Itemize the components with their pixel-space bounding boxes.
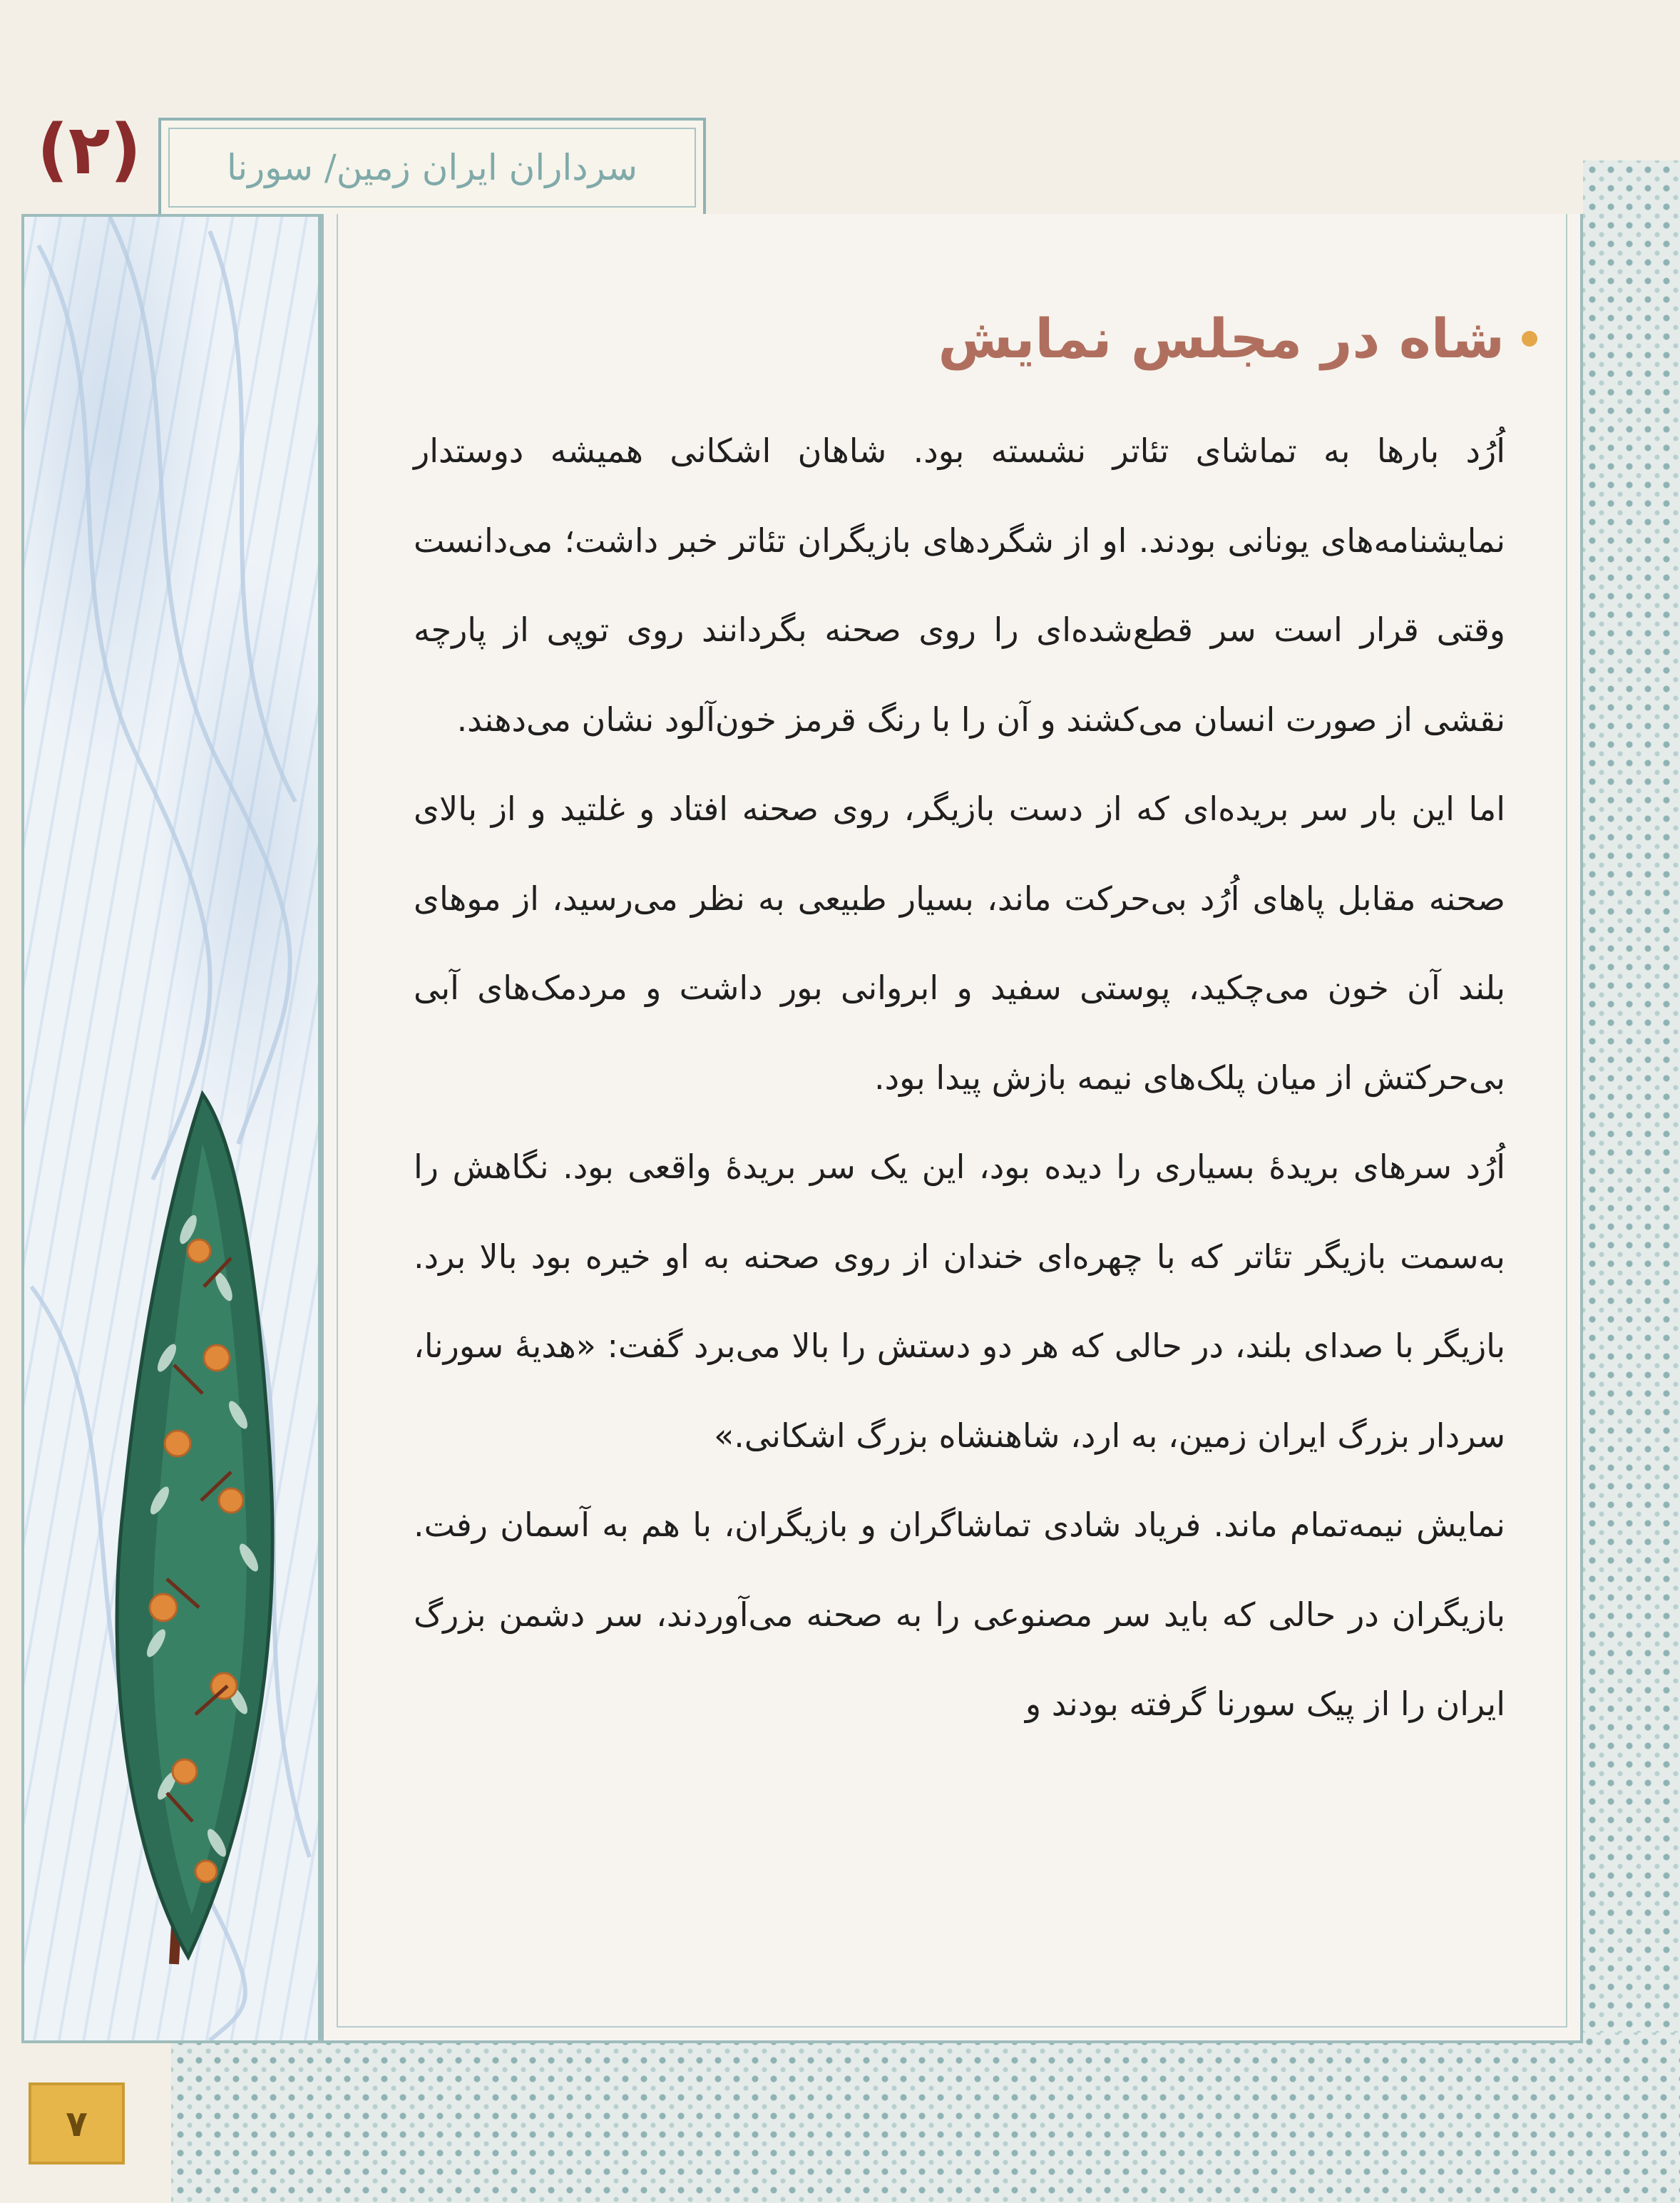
section-title: شاه در مجلس نمایش: [938, 307, 1505, 370]
section-heading: [938, 307, 1537, 370]
bullet-icon: [1522, 331, 1537, 347]
right-lattice-border: [1583, 160, 1680, 2079]
illustration-panel: [21, 214, 321, 2043]
paragraph: نمایش نیمه‌تمام ماند. فریاد شادی تماشاگران و بازیگران، با هم به آسمان رفت. بازیگران در حالی که باید سر مصنوعی را به صحنه می‌آوردند، سر دشمن بزرگ ایران را از پیک سورنا گرفته بودند و: [414, 1506, 1505, 1723]
cypress-tree-illustration: [24, 217, 318, 2040]
paragraph: اما این بار سر بریده‌ای که از دست بازیگر، روی صحنه افتاد و غلتید و از بالای صحنه مقابل پاهای اُرُد بی‌حرکت ماند، بسیار طبیعی به نظر می‌رسید، از موهای بلند آن خون می‌چکید، پوستی سفید و ابروانی بور داشت و مردمک‌های آبی بی‌حرکتش از میان پلک‌های نیمه بازش پیدا بود.: [414, 789, 1505, 1097]
bottom-lattice-border: [171, 2033, 1680, 2203]
body-text: [414, 407, 1505, 1749]
running-head-box: [158, 118, 706, 218]
paragraph: اُرُد سرهای بریدهٔ بسیاری را دیده بود، این یک سر بریدهٔ واقعی بود. نگاهش را به‌سمت بازیگر تئاتر که با چهره‌ای خندان از روی صحنه به او خیره بود بالا برد. بازیگر با صدای بلند، در حالی که هر دو دستش را بالا می‌برد گفت: «هدیهٔ سورنا، سردار بزرگ ایران زمین، به ارد، شاهنشاه بزرگ اشکانی.»: [414, 1147, 1505, 1455]
chapter-number: (۲): [36, 110, 142, 190]
paragraph: اُرُد بارها به تماشای تئاتر نشسته بود. شاهان اشکانی همیشه دوستدار نمایشنامه‌های یونانی بودند. او از شگردهای بازیگران تئاتر خبر داشت؛ می‌دانست وقتی قرار است سر قطع‌شده‌ای را روی صحنه بگردانند روی توپی از پارچه نقشی از صورت انسان می‌کشند و آن را با رنگ قرمز خون‌آلود نشان می‌دهند.: [414, 431, 1505, 739]
running-head: سرداران ایران زمین/ سورنا: [226, 147, 638, 188]
page-number: ۷: [29, 2082, 125, 2164]
